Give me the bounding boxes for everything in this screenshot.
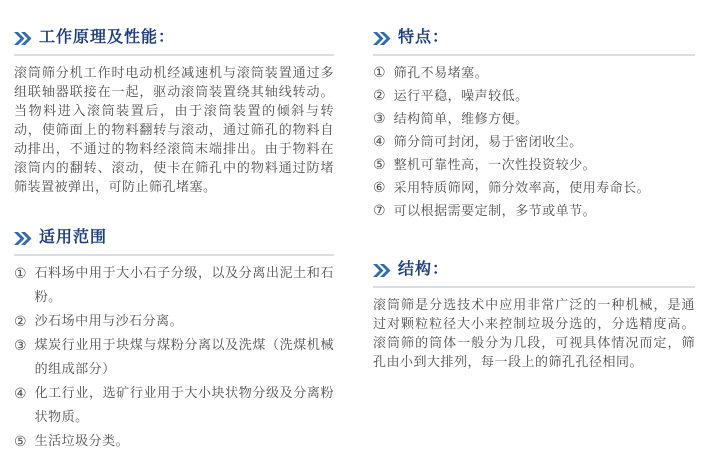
list-item bbox=[373, 176, 695, 199]
double-chevron-right-icon bbox=[14, 232, 32, 245]
features-list bbox=[373, 61, 695, 222]
list-item-number: ④ bbox=[373, 133, 386, 149]
working-principle-paragraph: 滚筒筛分机工作时电动机经减速机与滚筒装置通过多组联轴器联接在一起，驱动滚筒装置绕其轴线转动。当物料进入滚筒装置后，由于滚筒装置的倾斜与转动，使筛面上的物料翻转与滚动，通过筛孔的物料自动排出，不通过的物料经滚筒末端排出。由于物料在滚筒内的翻转、滚动，使卡在筛孔中的物料通过防堵筛装置被弹出，可防止筛孔堵塞。 bbox=[14, 65, 334, 194]
list-item bbox=[14, 333, 334, 381]
list-item-number: ③ bbox=[373, 110, 386, 126]
list-item-number: ① bbox=[14, 265, 27, 281]
section-title-application-scope bbox=[14, 227, 334, 249]
section-structure bbox=[373, 259, 695, 371]
list-item-text: 化工行业，选矿行业用于大小块状物分级及分离粉状物质。 bbox=[34, 385, 334, 424]
list-item-text: 煤炭行业用于块煤与煤粉分离以及洗煤（洗煤机械的组成部分） bbox=[34, 337, 334, 376]
right-column bbox=[373, 27, 695, 453]
list-item-text: 筛分筒可封闭，易于密闭收尘。 bbox=[393, 134, 583, 149]
list-item bbox=[373, 153, 695, 176]
section-title-text: 工作原理及性能： bbox=[39, 29, 176, 46]
list-item bbox=[14, 309, 334, 333]
list-item-number: ⑦ bbox=[373, 202, 386, 218]
section-title-text: 特点： bbox=[398, 29, 450, 46]
section-divider bbox=[373, 286, 695, 288]
list-item-number: ⑤ bbox=[373, 156, 386, 172]
list-item-text: 生活垃圾分类。 bbox=[34, 433, 130, 448]
list-item-number: ③ bbox=[14, 337, 27, 353]
list-item-number: ⑥ bbox=[373, 179, 386, 195]
list-item-text: 石料场中用于大小石子分级，以及分离出泥土和石粉。 bbox=[34, 265, 334, 304]
section-features bbox=[373, 27, 695, 222]
list-item bbox=[373, 107, 695, 130]
double-chevron-right-icon bbox=[373, 32, 391, 45]
section-title-structure bbox=[373, 259, 695, 281]
list-item-text: 采用特质筛网，筛分效率高，使用寿命长。 bbox=[393, 180, 651, 195]
structure-paragraph: 滚筒筛是分选技术中应用非常广泛的一种机械，是通过对颗粒粒径大小来控制垃圾分选的，分选精度高。滚筒筛的筒体一般分为几段，可视具体情况而定，筛孔由小到大排列，每一段上的筛孔孔径相同。 bbox=[373, 297, 695, 369]
list-item-text: 沙石场中用与沙石分离。 bbox=[34, 313, 184, 328]
left-column bbox=[14, 27, 334, 453]
list-item-text: 可以根据需要定制，多节或单节。 bbox=[393, 203, 597, 218]
section-divider bbox=[14, 54, 334, 56]
application-scope-list bbox=[14, 261, 334, 453]
list-item-number: ① bbox=[373, 64, 386, 80]
double-chevron-right-icon bbox=[14, 32, 32, 45]
list-item-number: ② bbox=[14, 313, 27, 329]
list-item bbox=[14, 429, 334, 453]
section-title-text: 适用范围 bbox=[39, 229, 108, 246]
double-chevron-right-icon bbox=[373, 264, 391, 277]
list-item-text: 整机可靠性高，一次性投资较少。 bbox=[393, 157, 597, 172]
list-item-number: ② bbox=[373, 87, 386, 103]
section-divider bbox=[373, 54, 695, 56]
list-item-number: ④ bbox=[14, 385, 27, 401]
list-item bbox=[373, 61, 695, 84]
list-item-text: 筛孔不易堵塞。 bbox=[393, 65, 489, 80]
list-item bbox=[14, 261, 334, 309]
list-item bbox=[373, 199, 695, 222]
section-divider bbox=[14, 254, 334, 256]
list-item-text: 结构简单，维修方便。 bbox=[393, 111, 529, 126]
list-item-number: ⑤ bbox=[14, 433, 27, 449]
section-application-scope bbox=[14, 227, 334, 453]
list-item bbox=[14, 381, 334, 429]
list-item bbox=[373, 130, 695, 153]
section-title-working-principle bbox=[14, 27, 334, 49]
list-item bbox=[373, 84, 695, 107]
list-item-text: 运行平稳，噪声较低。 bbox=[393, 88, 529, 103]
section-title-features bbox=[373, 27, 695, 49]
section-working-principle bbox=[14, 27, 334, 196]
section-title-text: 结构： bbox=[398, 261, 450, 278]
